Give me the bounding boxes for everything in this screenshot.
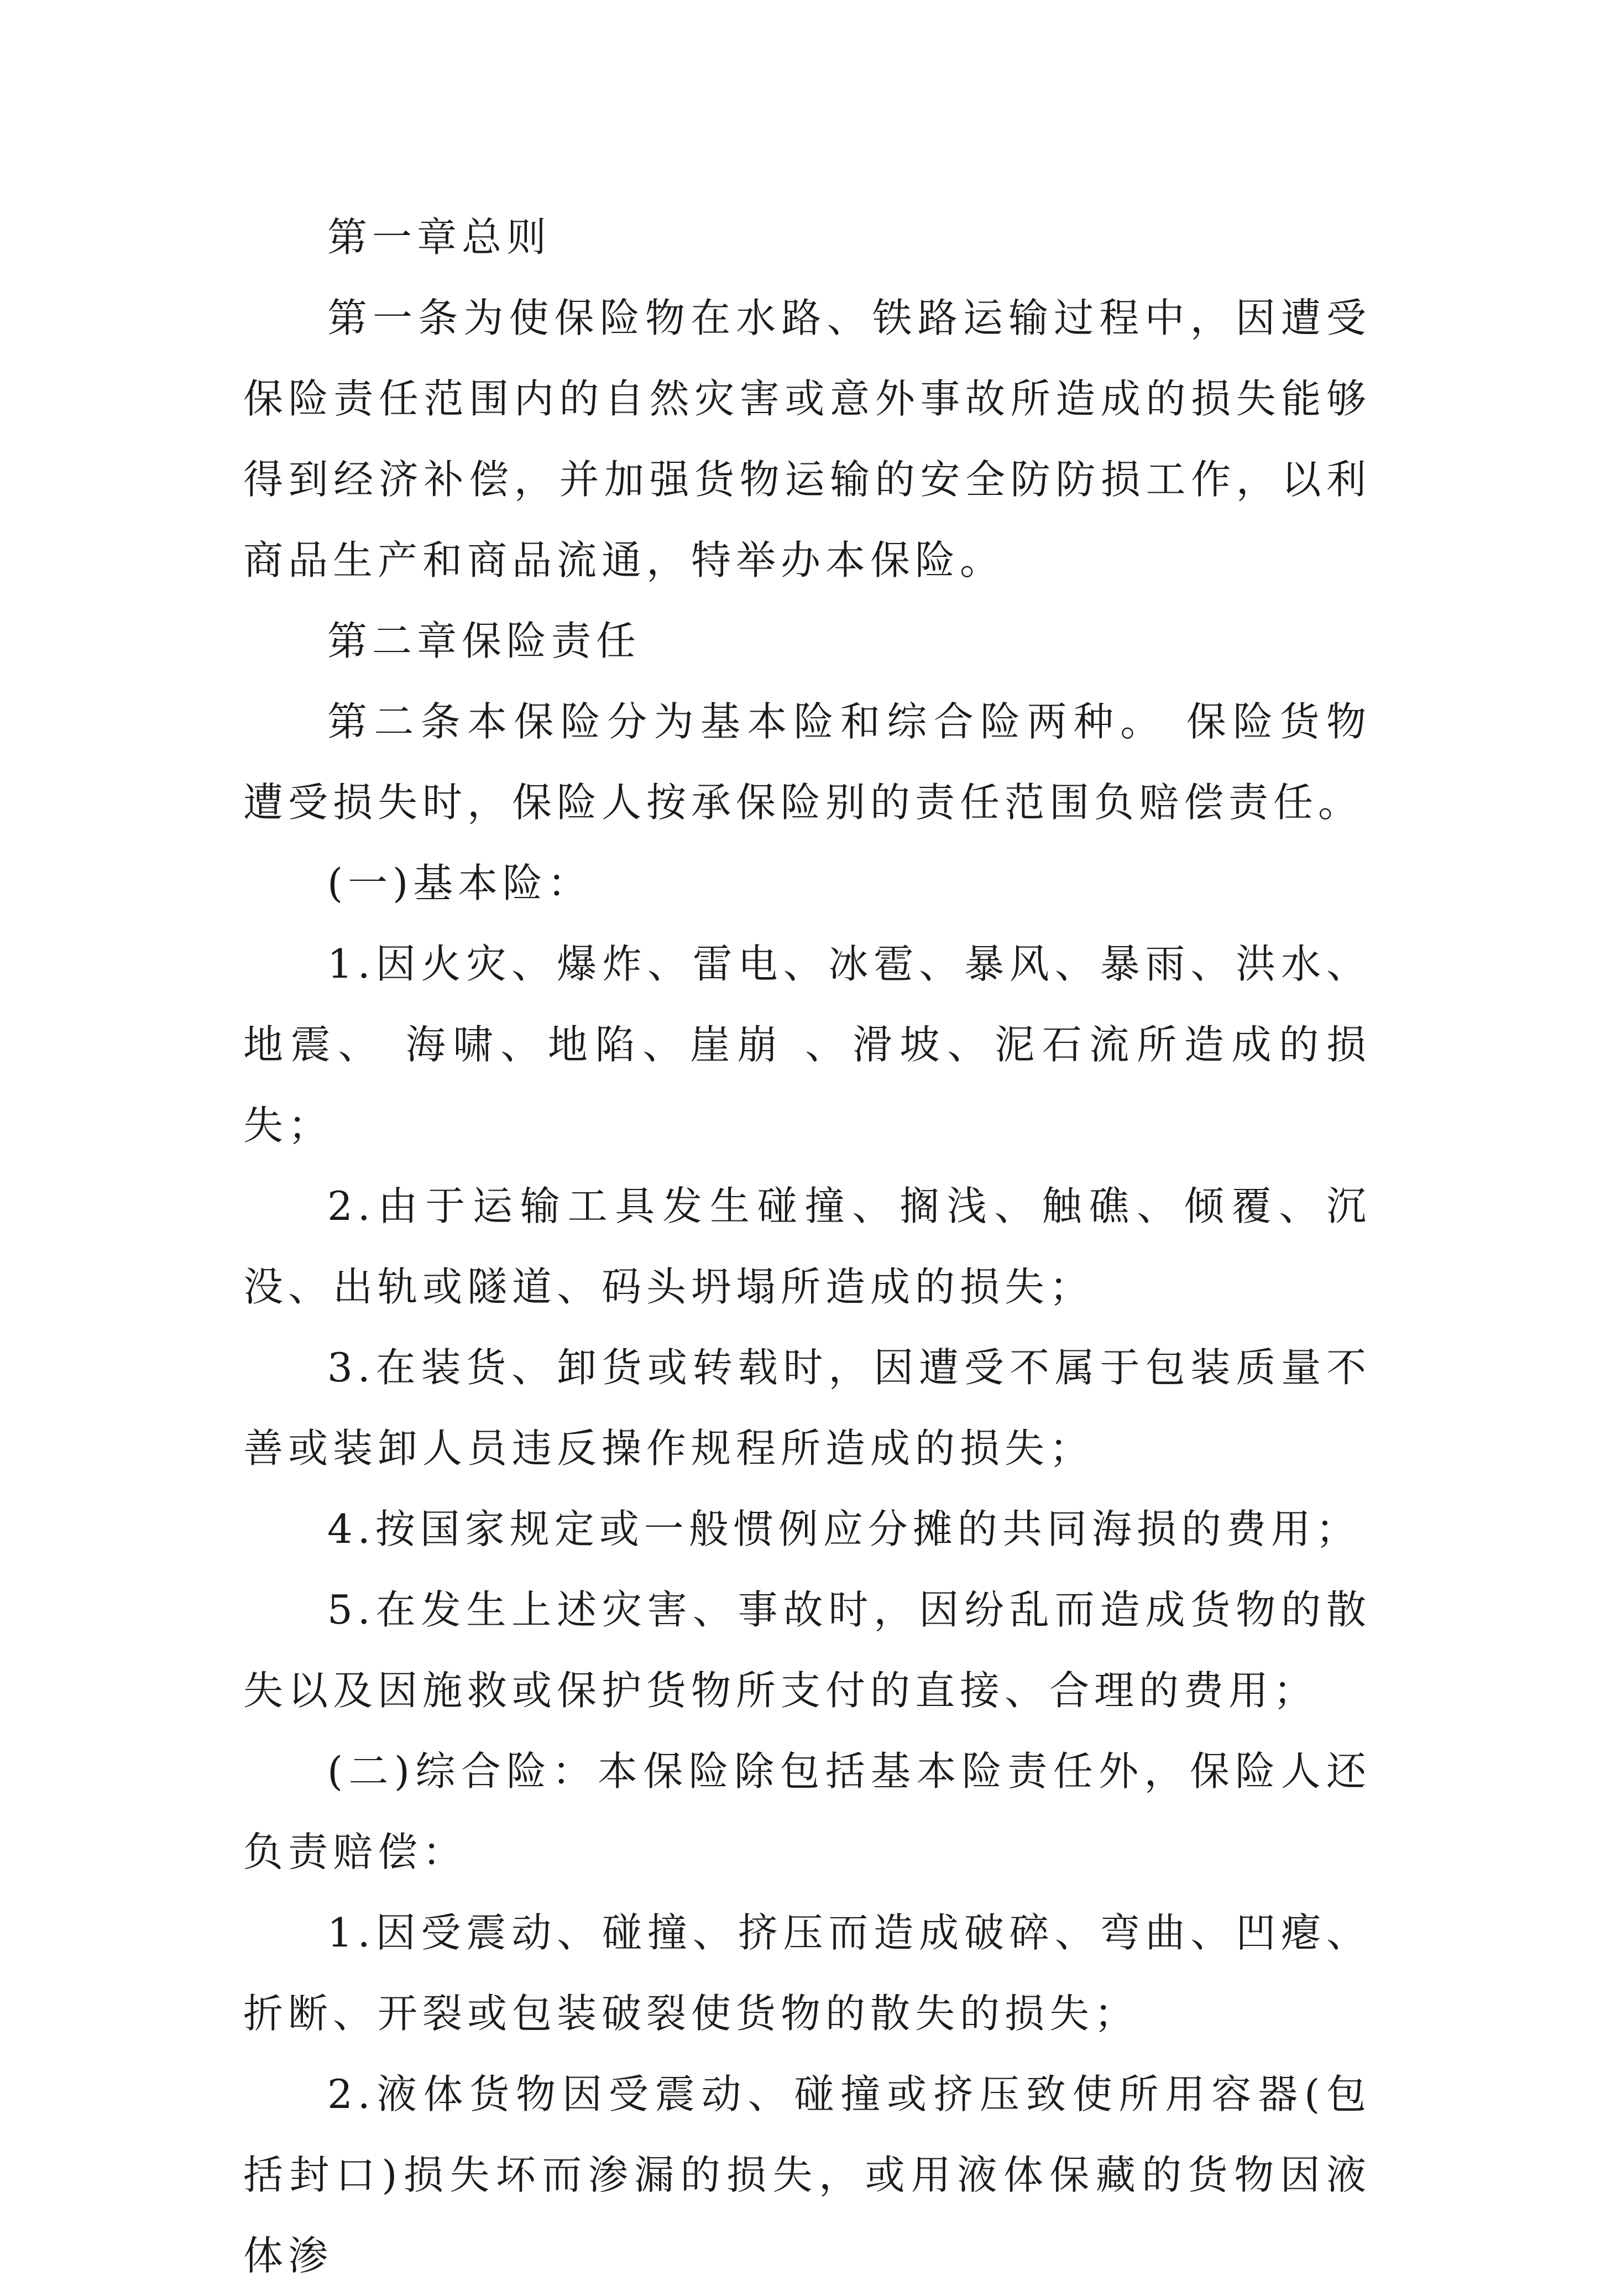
- basic-item-2: 2.由于运输工具发生碰撞、搁浅、触礁、倾覆、沉没、出轨或隧道、码头坍塌所造成的损失；: [243, 1183, 1371, 1310]
- basic-item-5: 5.在发生上述灾害、事故时，因纷乱而造成货物的散失以及因施救或保护货物所支付的直接、合理的费用；: [243, 1587, 1371, 1714]
- basic-item-1: 1.因火灾、爆炸、雷电、冰雹、暴风、暴雨、洪水、地震、 海啸、地陷、崖崩 、滑坡、泥石流所造成的损失；: [243, 941, 1371, 1149]
- basic-insurance-heading: (一)基本险：: [327, 860, 593, 906]
- document-body: [243, 197, 1371, 2296]
- chapter-1-heading: 第一章总则: [327, 214, 552, 260]
- basic-item-4: 4.按国家规定或一般惯例应分摊的共同海损的费用；: [327, 1506, 1361, 1552]
- comprehensive-item-2: 2.液体货物因受震动、碰撞或挤压致使所用容器(包括封口)损失坏而渗漏的损失，或用液体保藏的货物因液体渗: [243, 2071, 1371, 2279]
- article-2-paragraph: 第二条本保险分为基本险和综合险两种。 保险货物遭受损失时，保险人按承保险别的责任范围负赔偿责任。: [243, 698, 1371, 826]
- chapter-2-heading: 第二章保险责任: [327, 618, 641, 664]
- article-1-paragraph: 第一条为使保险物在水路、铁路运输过程中，因遭受保险责任范围内的自然灾害或意外事故所造成的损失能够得到经济补偿，并加强货物运输的安全防防损工作，以利商品生产和商品流通，特举办本保险。: [243, 295, 1371, 583]
- comprehensive-insurance-heading: (二)综合险：本保险除包括基本险责任外，保险人还负责赔偿：: [243, 1748, 1371, 1875]
- basic-item-3: 3.在装货、卸货或转载时，因遭受不属于包装质量不善或装卸人员违反操作规程所造成的损失；: [243, 1344, 1371, 1471]
- comprehensive-item-1: 1.因受震动、碰撞、挤压而造成破碎、弯曲、凹瘪、折断、开裂或包装破裂使货物的散失的损失；: [243, 1909, 1371, 2037]
